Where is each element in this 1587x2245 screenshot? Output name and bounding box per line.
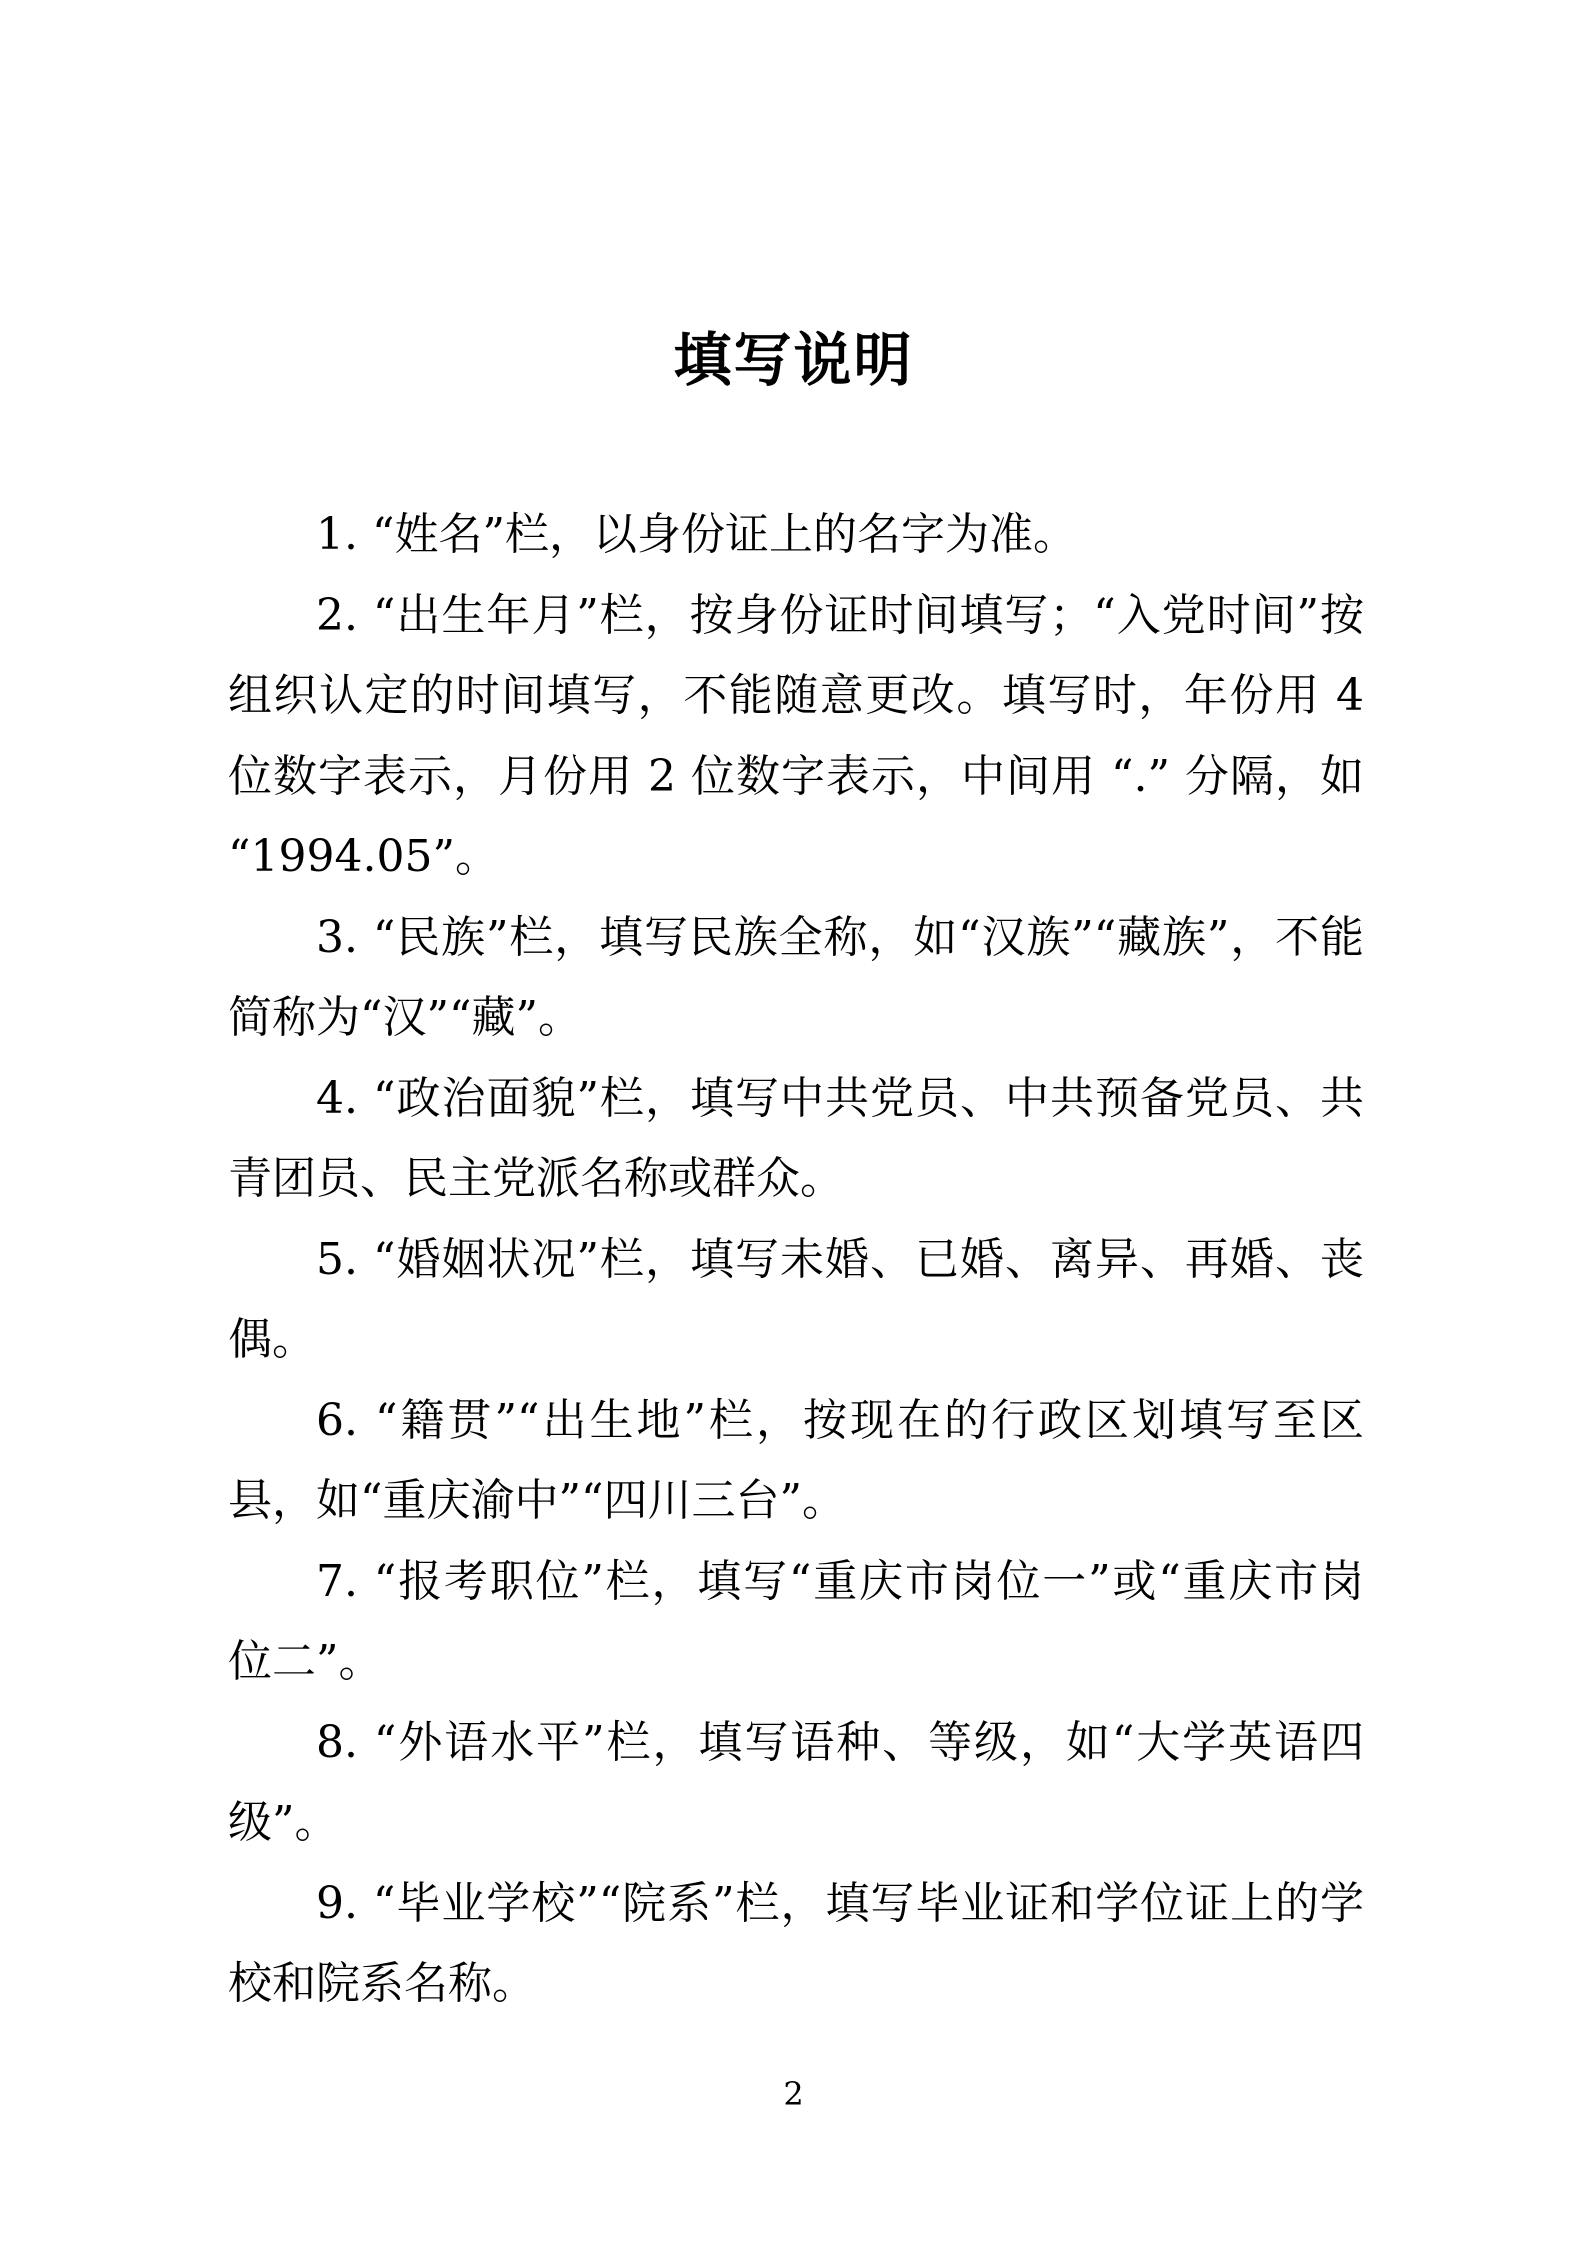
- instructions-list: [228, 495, 1364, 2025]
- instruction-item-2: 2. “出生年月”栏，按身份证时间填写；“入党时间”按组织认定的时间填写，不能随意更改。填写时，年份用 4 位数字表示，月份用 2 位数字表示，中间用 “.” 分隔，如 “1994.05”。: [228, 589, 1364, 882]
- instruction-item-9: 9. “毕业学校”“院系”栏，填写毕业证和学位证上的学校和院系名称。: [228, 1877, 1364, 2009]
- instruction-item-6: 6. “籍贯”“出生地”栏，按现在的行政区划填写至区县，如“重庆渝中”“四川三台”。: [228, 1394, 1364, 1526]
- instruction-item-1: 1. “姓名”栏，以身份证上的名字为准。: [316, 509, 1077, 560]
- instruction-item-4: 4. “政治面貌”栏，填写中共党员、中共预备党员、共青团员、民主党派名称或群众。: [228, 1072, 1364, 1204]
- instruction-item-7: 7. “报考职位”栏，填写“重庆市岗位一”或“重庆市岗位二”。: [228, 1555, 1364, 1687]
- instruction-item-8: 8. “外语水平”栏，填写语种、等级，如“大学英语四级”。: [228, 1716, 1364, 1848]
- instruction-item-3: 3. “民族”栏，填写民族全称，如“汉族”“藏族”，不能简称为“汉”“藏”。: [228, 911, 1364, 1043]
- page-number: 2: [783, 2075, 804, 2113]
- instruction-item-5: 5. “婚姻状况”栏，填写未婚、已婚、离异、再婚、丧偶。: [228, 1233, 1364, 1365]
- page-title: 填写说明: [673, 326, 914, 394]
